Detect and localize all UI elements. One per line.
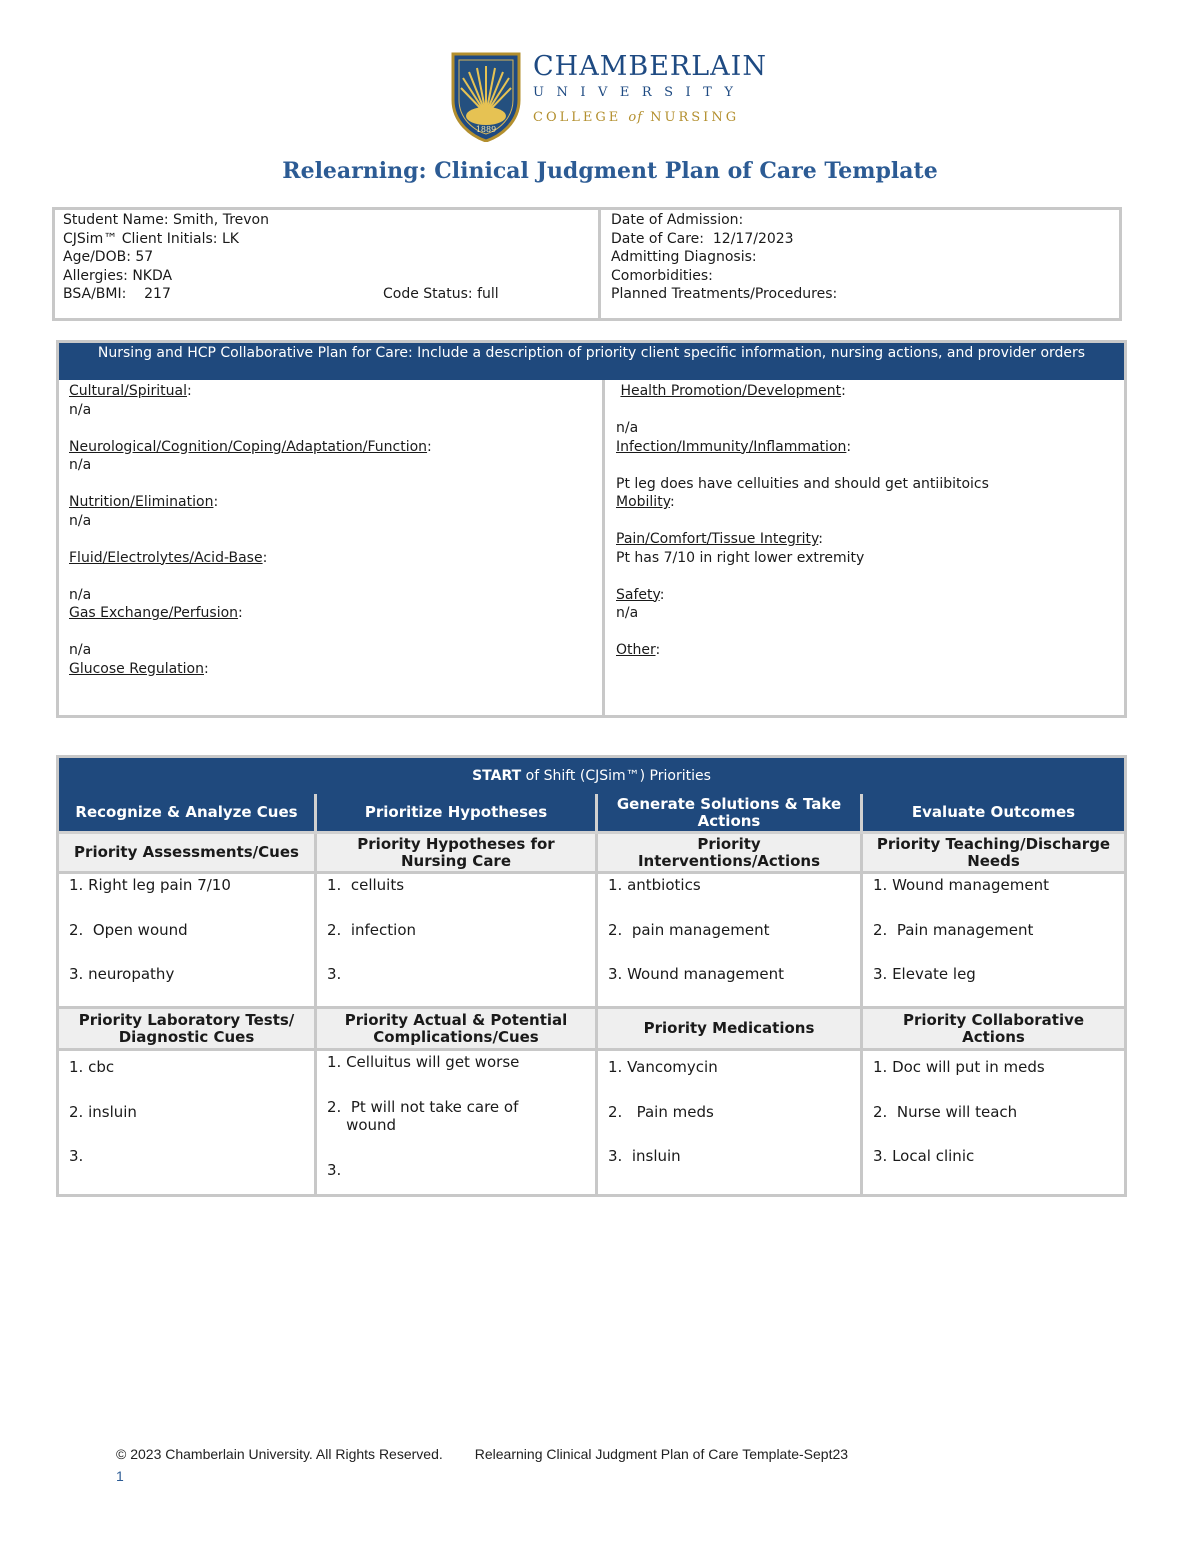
sub-header: Priority Collaborative Actions [863,1009,1124,1051]
category-label: Infection/Immunity/Inflammation [616,438,847,455]
category-value: n/a [69,586,92,603]
column-header: Generate Solutions & Take Actions [598,794,863,834]
page-footer [116,1446,848,1462]
list-item: 2. Open wound [69,921,188,939]
list-item: 2. Nurse will teach [873,1103,1018,1121]
list-item: 3. [327,1161,342,1179]
client-initials: CJSim™ Client Initials: LK [63,230,239,247]
list-item: 3. neuropathy [69,965,175,983]
logo-college: COLLEGE of NURSING [533,110,740,125]
table-cell [59,874,317,1009]
date-of-care: Date of Care: 12/17/2023 [611,230,794,247]
table-cell [59,1051,317,1194]
list-item: 3. [327,965,342,983]
list-item: 1. cbc [69,1058,115,1076]
comorbidities: Comorbidities: [611,267,713,284]
list-item: 3. insluin [608,1147,681,1165]
table-cell [317,1051,598,1194]
svg-text:1889: 1889 [475,125,497,134]
copyright-text: © 2023 Chamberlain University. All Rights Reserved. [116,1446,443,1462]
list-item: 2. insluin [69,1103,137,1121]
table-cell [317,874,598,1009]
document-title: Relearning: Clinical Judgment Plan of Care Template [282,158,938,184]
category-label: Pain/Comfort/Tissue Integrity [616,531,819,547]
priorities-table [56,755,1127,1197]
category-value: Pt has 7/10 in right lower extremity [616,549,865,566]
sub-header: Priority Interventions/Actions [598,834,863,874]
category-label: Gas Exchange/Perfusion [69,605,239,621]
bsa-bmi: BSA/BMI: 217 [63,286,171,302]
list-item: 3. [69,1147,84,1165]
list-item: 3. Local clinic [873,1147,975,1165]
category-value: n/a [616,605,639,621]
list-item: 1. antbiotics [608,876,701,894]
column-header: Recognize & Analyze Cues [59,794,317,834]
age-dob: Age/DOB: 57 [63,249,154,265]
category-label: Other [616,642,656,658]
logo-name: CHAMBERLAIN [533,51,767,82]
category-label: Cultural/Spiritual [69,383,187,399]
sub-header: Priority Medications [598,1009,863,1051]
planned-treatments: Planned Treatments/Procedures: [611,286,838,302]
category-label: Mobility [616,494,670,510]
list-item: 3. Wound management [608,965,784,983]
template-name: Relearning Clinical Judgment Plan of Care Template-Sept23 [474,1446,849,1462]
nursing-plan-header: Nursing and HCP Collaborative Plan for Care: Include a description of priority client specific information, nursing actions, and provider orders [59,343,1124,380]
sub-header: Priority Assessments/Cues [59,834,317,874]
page-number: 1 [116,1468,124,1484]
logo-university: UNIVERSITY [533,85,746,100]
category-value: n/a [69,642,92,658]
allergies: Allergies: NKDA [63,267,173,284]
list-item: 1. Doc will put in meds [873,1058,1045,1076]
category-value: n/a [69,401,92,418]
table-cell [863,1051,1124,1194]
category-label: Safety [616,586,660,603]
category-label: Neurological/Cognition/Coping/Adaptation/Function [69,438,428,455]
category-label: Fluid/Electrolytes/Acid-Base [69,549,263,566]
list-item: 2. Pain management [873,921,1034,939]
column-header: Evaluate Outcomes [863,794,1124,834]
table-cell [598,874,863,1009]
list-item: 2. Pain meds [608,1103,714,1121]
sub-header: Priority Hypotheses for Nursing Care [317,834,598,874]
priorities-title: START of Shift (CJSim™) Priorities [59,758,1124,794]
list-item: 2. Pt will not take care of wound [327,1098,519,1134]
nursing-plan-left: Cultural/Spiritual: n/a Neurological/Cognition/Coping/Adaptation/Function: n/a Nutrition/Elimination: n/a Fluid/Electrolytes/Acid-Base: n/a Gas Exchange/Perfusion: n/a Glucose Regulation: [59,380,605,715]
list-item: 1. Wound management [873,876,1049,894]
sub-header: Priority Actual & Potential Complications/Cues [317,1009,598,1051]
chamberlain-logo [451,52,771,144]
list-item: 1. Vancomycin [608,1058,718,1076]
category-value: Pt leg does have celluities and should get antiibitoics [616,475,989,492]
column-header: Prioritize Hypotheses [317,794,598,834]
category-value: n/a [69,512,92,529]
code-status: Code Status: full [383,286,499,302]
sub-header: Priority Laboratory Tests/ Diagnostic Cues [59,1009,317,1051]
table-cell [863,874,1124,1009]
list-item: 2. infection [327,921,417,939]
sub-header: Priority Teaching/Discharge Needs [863,834,1124,874]
client-info-box [52,207,1122,321]
student-name: Student Name: Smith, Trevon [63,212,269,228]
category-label: Nutrition/Elimination [69,494,214,510]
client-info-left [55,210,601,318]
list-item: 1. celluits [327,876,405,894]
list-item: 1. Right leg pain 7/10 [69,876,231,894]
list-item: 3. Elevate leg [873,965,976,983]
list-item: 2. pain management [608,921,770,939]
date-of-admission: Date of Admission: [611,212,744,228]
admitting-diagnosis: Admitting Diagnosis: [611,249,757,265]
list-item: 1. Celluitus will get worse [327,1053,520,1071]
category-label: Glucose Regulation [69,660,204,677]
category-value: n/a [616,420,639,436]
nursing-plan-right: Health Promotion/Development: n/a Infection/Immunity/Inflammation: Pt leg does have celluities and should get antiibitoics Mobility: Pain/Comfort/Tissue Integrity: Pt has 7/10 in right lower extremity Safety: n/a Other: [608,380,1124,715]
shield-emblem-icon [451,52,521,142]
category-value: n/a [69,457,92,473]
table-cell [598,1051,863,1194]
nursing-plan-table [56,340,1127,718]
client-info-right [604,210,1119,318]
category-label: Health Promotion/Development [620,383,842,399]
